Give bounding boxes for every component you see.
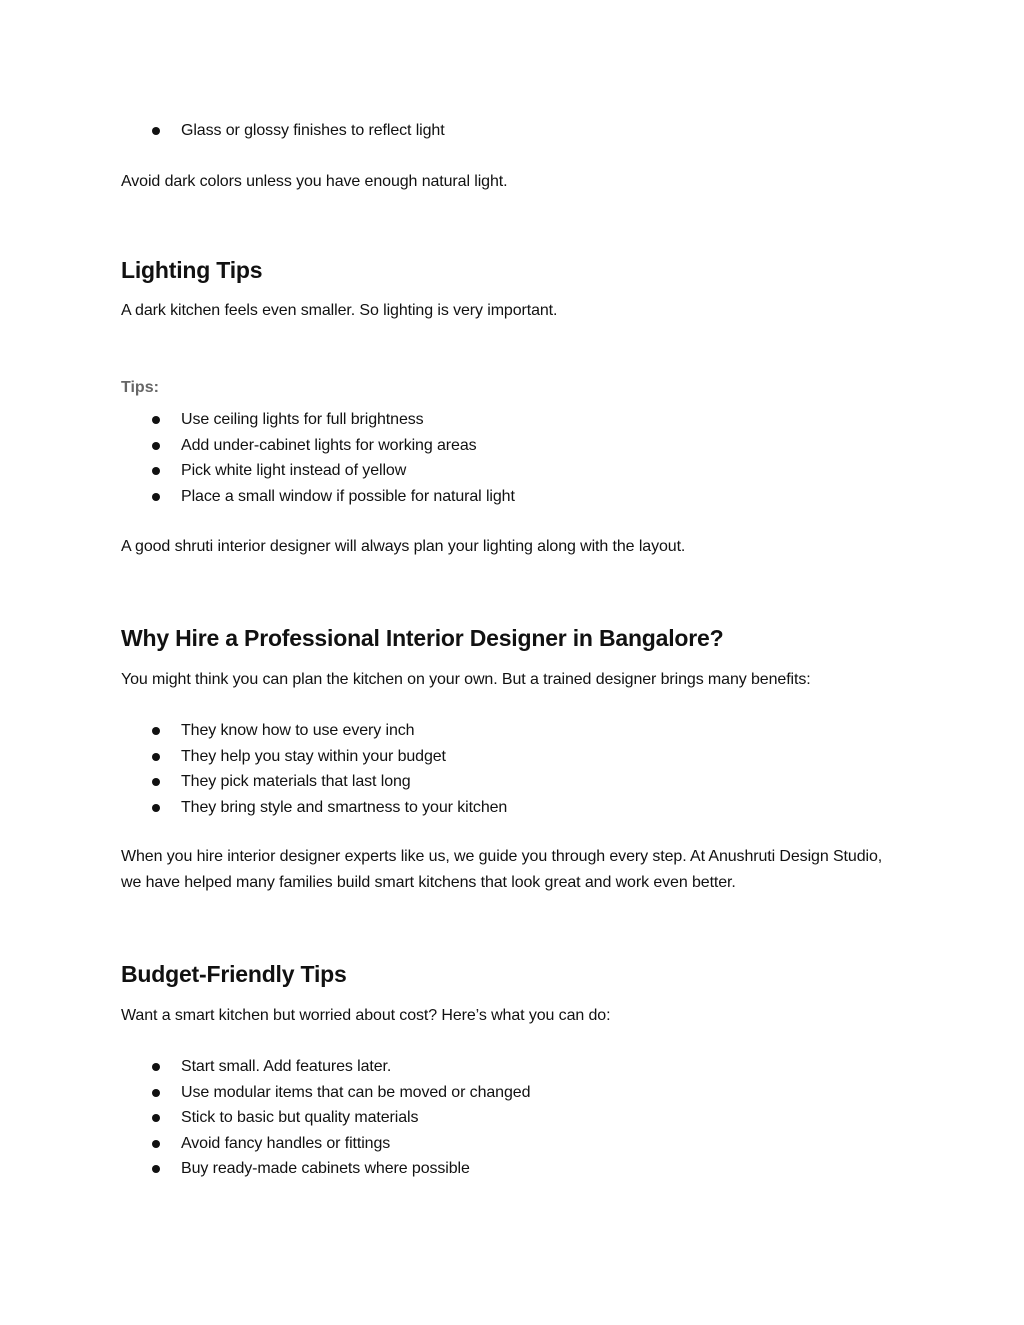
- list-item: [121, 458, 891, 484]
- list-item: [121, 718, 891, 744]
- bullet-icon: [152, 1063, 160, 1071]
- list-item-text: Pick white light instead of yellow: [181, 462, 407, 479]
- list-item: [121, 484, 891, 510]
- section-heading-professional: Why Hire a Professional Interior Designer in Bangalore?: [121, 625, 724, 651]
- list-item: [121, 1131, 891, 1157]
- section-heading-lighting: Lighting Tips: [121, 257, 263, 283]
- list-item-text: Glass or glossy finishes to reflect light: [181, 122, 445, 139]
- list-item: [121, 744, 891, 770]
- list-item-text: Avoid fancy handles or fittings: [181, 1134, 391, 1152]
- list-item: [121, 795, 891, 821]
- list-item-text: Use modular items that can be moved or changed: [181, 1083, 531, 1101]
- list-item: [121, 407, 891, 433]
- professional-intro: You might think you can plan the kitchen on your own. But a trained designer brings many benefits:: [121, 671, 811, 688]
- intro-bullet-list: [121, 118, 891, 144]
- bullet-icon: [152, 1165, 160, 1173]
- professional-closing: When you hire interior designer experts like us, we guide you through every step. At Anushruti Design Studio, we have helped many families build smart kitchens that look great and work even better.: [121, 848, 883, 891]
- bullet-icon: [152, 416, 160, 424]
- bullet-icon: [152, 778, 160, 786]
- list-item-text: They help you stay within your budget: [181, 747, 446, 765]
- lighting-intro: A dark kitchen feels even smaller. So lighting is very important.: [121, 302, 558, 319]
- list-item-text: Start small. Add features later.: [181, 1058, 392, 1075]
- list-item-text: Use ceiling lights for full brightness: [181, 411, 424, 428]
- list-item-text: Stick to basic but quality materials: [181, 1109, 419, 1126]
- bullet-icon: [152, 1089, 160, 1097]
- professional-bullet-list: [121, 718, 891, 820]
- list-item: [121, 769, 891, 795]
- list-item: [121, 1105, 891, 1131]
- bullet-icon: [152, 727, 160, 735]
- bullet-icon: [152, 493, 160, 501]
- bullet-icon: [152, 467, 160, 475]
- list-item-text: Buy ready-made cabinets where possible: [181, 1160, 470, 1177]
- list-item-text: They bring style and smartness to your kitchen: [181, 798, 508, 816]
- bullet-icon: [152, 753, 160, 761]
- intro-note: Avoid dark colors unless you have enough natural light.: [121, 173, 508, 190]
- bullet-icon: [152, 1140, 160, 1148]
- lighting-closing: A good shruti interior designer will always plan your lighting along with the layout.: [121, 538, 686, 555]
- list-item-text: Place a small window if possible for natural light: [181, 487, 515, 505]
- list-item: [121, 118, 891, 144]
- budget-bullet-list: [121, 1054, 891, 1182]
- list-item-text: Add under-cabinet lights for working areas: [181, 436, 477, 454]
- list-item-text: They pick materials that last long: [181, 773, 411, 790]
- lighting-bullet-list: [121, 407, 891, 509]
- section-heading-budget: Budget-Friendly Tips: [121, 961, 347, 987]
- list-item: [121, 1054, 891, 1080]
- list-item: [121, 1156, 891, 1182]
- bullet-icon: [152, 127, 160, 135]
- tips-label: Tips:: [121, 379, 159, 396]
- budget-intro: Want a smart kitchen but worried about cost? Here’s what you can do:: [121, 1007, 611, 1024]
- bullet-icon: [152, 804, 160, 812]
- bullet-icon: [152, 1114, 160, 1122]
- list-item: [121, 433, 891, 459]
- list-item: [121, 1080, 891, 1106]
- list-item-text: They know how to use every inch: [181, 722, 415, 739]
- bullet-icon: [152, 442, 160, 450]
